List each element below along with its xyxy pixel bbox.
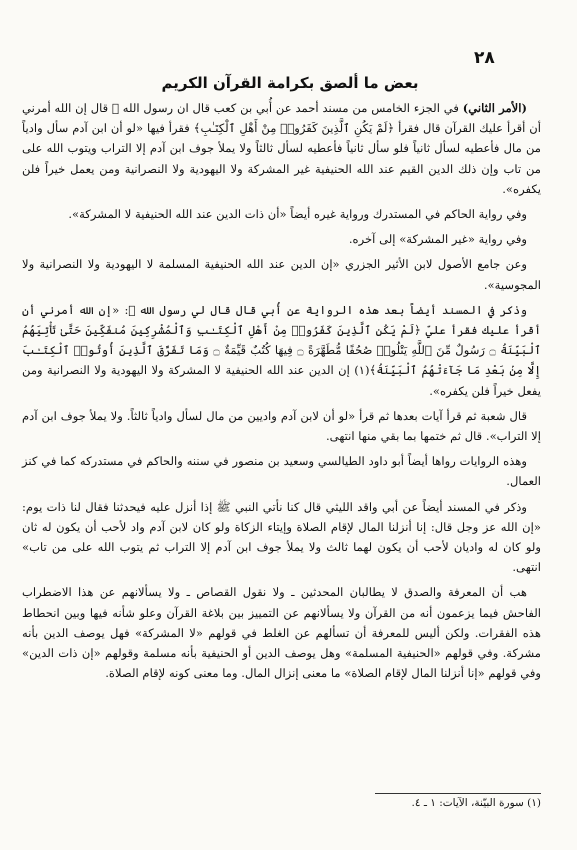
body-text [22, 98, 541, 687]
paragraph: وفي رواية الحاكم في المستدرك ورواية غيره أيضاً «أن ذات الدين عند الله الحنيفية لا المشركة». [68, 207, 527, 222]
paragraph: قال شعبة ثم قرأ آيات بعدها ثم قرأ «لو أن لابن آدم واديين من مال لسأل وادياً ثالثاً. ولا يملأ جوف ابن آدم إلا التراب». قال ثم ختمها بما بقي منها انتهى. [22, 408, 541, 444]
page-number: ٢٨ [474, 48, 495, 68]
paragraph: وذكر في المسند أيضاً عن أبي واقد الليثي قال كنا نأتي النبي ﷺ إذا أنزل عليه فيحدثنا فقال لنا ذات يوم: «إن الله عز وجل قال: إنا أنزلنا المال لإقام الصلاة وإيتاء الزكاة ولو كان لابن آدم واد لأحب أن يكون له ثان ولو كان له واديان لأحب أن يكون لهما ثالث ولا يملأ جوف ابن آدم إلا التراب ثم يتوب الله على من تاب» انتهى. [22, 499, 541, 575]
paragraph: وذكر في المسند أيضاً بعد هذه الرواية عن أُبي قال قال لي رسول الله ﷺ: «إن الله أمرني أن أقرأ عليك فقرأ عليّ ﴿لَمْ يَكُنِ ٱلَّذِينَ كَفَرُوا۟ مِنْ أَهْلِ ٱلْكِتَـٰبِ وَٱلْمُشْرِكِينَ مُنفَكِّينَ حَتَّىٰ تَأْتِيَهُمُ ٱلْبَيِّنَةُ ۝ رَسُولٌ مِّنَ ٱللَّهِ يَتْلُوا۟ صُحُفًا مُّطَهَّرَةً ۝ فِيهَا كُتُبٌ قَيِّمَةٌ ۝ وَمَا تَفَرَّقَ ٱلَّذِينَ أُوتُوا۟ ٱلْكِتَـٰبَ إِلَّا مِنۢ بَعْدِ مَا جَآءَتْهُمُ ٱلْبَيِّنَةُ﴾(١) إن الدين عند الله الحنيفية لا المشركة ولا اليهودية ولا النصرانية ومن يفعل خيراً فلن يكفره». [22, 302, 542, 398]
paragraph: وفي رواية «غير المشركة» إلى آخره. [348, 232, 527, 247]
section-title: بعض ما ألصق بكرامة القرآن الكريم [161, 74, 419, 92]
footnote: (١) سورة البيّنة، الآيات: ١ ـ ٤. [411, 797, 541, 809]
paragraph [22, 98, 541, 199]
paragraph: وعن جامع الأصول لابن الأثير الجزري «إن الدين عند الله الحنيفية المسلمة لا اليهودية ولا النصرانية ولا المجوسية». [22, 257, 541, 292]
paragraph: هب أن المعرفة والصدق لا يطالبان المحدثين ـ ولا نقول القصاص ـ ولا يسألانهم عن هذا الاضطراب الفاحش فيما يزعمون أنه من القرآن ولا يسألانهم عن التمييز بين بلاغة القرآن وعلو شأنه فيها وبين انحطاط هذه الفقرات. ولكن أليس للمعرفة أن تسألهم عن الغلط في قولهم «لا المشركة» فهل يوصف الدين بأنه مشركة. وفي قولهم «الحنيفية المسلمة» وهل يوصف الدين أو الحنيفية بأنه مسلمة وقولهم «إن ذات الدين» وفي قولهم «إنا أنزلنا المال لإقام الصلاة» ما معنى إنزال المال. وما معنى كونه لإقام الصلاة. [22, 585, 541, 681]
paragraph-text: في الجزء الخامس من مسند أحمد عن أُبي بن كعب قال ان رسول الله ﷺ قال إن الله أمرني أن أقرأ عليك القرآن قال فقرأ ﴿لَمْ يَكُنِ ٱلَّذِينَ كَفَرُوا۟ مِنْ أَهْلِ ٱلْكِتَـٰبِ﴾ فقرأ فيها «لو أن ابن آدم سأل وادياً من مال فأعطيه لسأل ثانياً فلو سأل ثانياً فأعطيه لسأل ثالثاً ولا يملأ جوف ابن آدم إلا التراب ويتوب الله على من تاب وإن ذلك الدين القيم عند الله الحنيفية غير المشركة ولا اليهودية ولا النصرانية ومن يعمل خيراً فلن يكفره». [22, 101, 541, 196]
footnote-divider [375, 793, 541, 794]
paragraph-lead: (الأمر الثاني) [462, 101, 528, 115]
paragraph: وهذه الروايات رواها أيضاً أبو داود الطيالسي وسعيد بن منصور في سننه والحاكم في مستدركه كما في كنز العمال. [22, 454, 541, 489]
